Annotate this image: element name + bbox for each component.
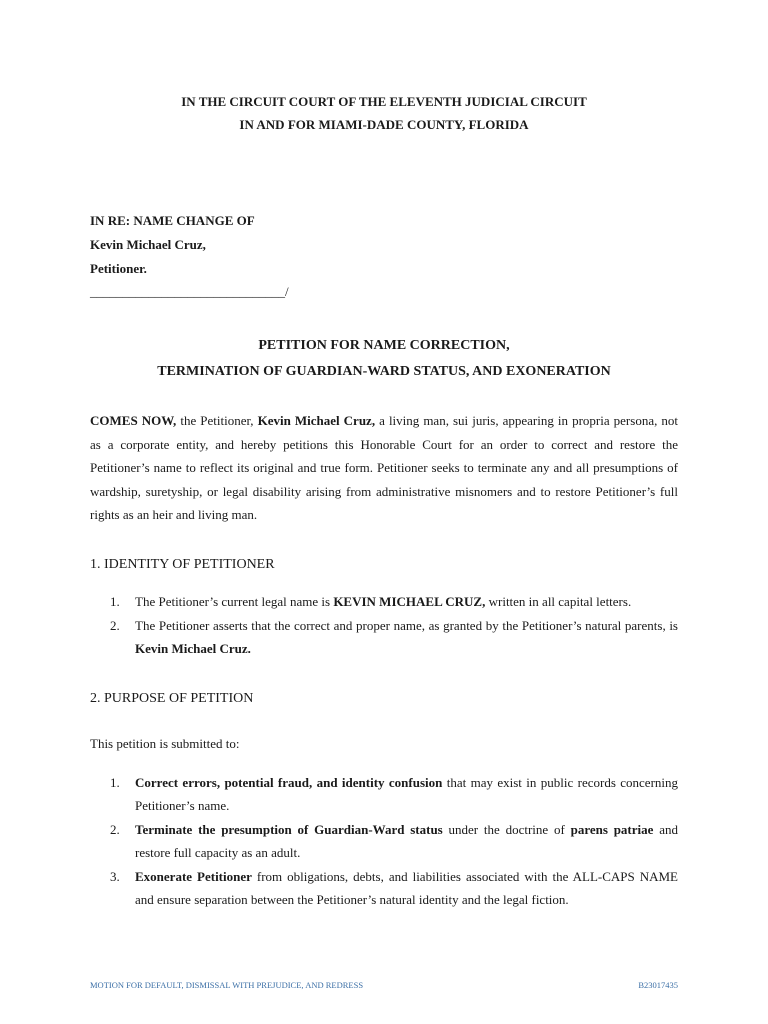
- intro-text-2: a living man, sui juris, appearing in propria persona, not as a corporate entity, and hereby petitions this Honorable Court for an order to correct and restore the Petitioner’s name to reflect its original and true form. Petitioner seeks to terminate any and all presumptions of wardship, suretyship, or legal disability arising from administrative misnomers and to restore Petitioner’s full rights as an heir and living man.: [90, 413, 678, 522]
- item-bold: KEVIN MICHAEL CRUZ,: [333, 594, 486, 609]
- item-text: The Petitioner asserts that the correct and proper name, as granted by the Petitioner’s natural parents, is: [135, 618, 678, 633]
- list-number: 2.: [110, 618, 120, 633]
- item-bold: parens patriae: [570, 822, 654, 837]
- intro-text-1: the Petitioner,: [176, 413, 258, 428]
- purpose-list: [90, 771, 678, 911]
- petition-title-line2: TERMINATION OF GUARDIAN-WARD STATUS, AND EXONERATION: [157, 364, 611, 379]
- section-2-heading: 2. PURPOSE OF PETITION: [90, 691, 254, 706]
- intro-lead: COMES NOW,: [90, 413, 177, 428]
- list-number: 3.: [110, 869, 120, 884]
- list-item: [90, 771, 678, 817]
- identity-list: [90, 590, 678, 660]
- item-text: written in all capital letters.: [485, 594, 632, 609]
- list-number: 2.: [110, 822, 120, 837]
- footer-document-number: B23017435: [638, 980, 678, 990]
- court-caption-line2: IN AND FOR MIAMI-DADE COUNTY, FLORIDA: [239, 117, 529, 132]
- petition-title-line1: PETITION FOR NAME CORRECTION,: [258, 338, 510, 353]
- intro-name: Kevin Michael Cruz,: [257, 413, 376, 428]
- item-text: that may exist in public records concerning Petitioner’s name.: [135, 775, 679, 813]
- list-item: [90, 865, 678, 911]
- intro-paragraph: [90, 409, 678, 527]
- court-caption-line1: IN THE CIRCUIT COURT OF THE ELEVENTH JUDICIAL CIRCUIT: [181, 94, 587, 109]
- item-bold: Correct errors, potential fraud, and identity confusion: [135, 775, 443, 790]
- list-item: [90, 590, 678, 613]
- item-text: from obligations, debts, and liabilities associated with the ALL-CAPS NAME and ensure separation between the Petitioner’s natural identity and the legal fiction.: [135, 869, 678, 907]
- submitted-intro: This petition is submitted to:: [90, 736, 240, 751]
- item-text: The Petitioner’s current legal name is: [135, 594, 334, 609]
- item-text: under the doctrine of: [442, 822, 571, 837]
- list-number: 1.: [110, 594, 120, 609]
- section-1-heading: 1. IDENTITY OF PETITIONER: [90, 557, 275, 572]
- petitioner-name: Kevin Michael Cruz,: [90, 237, 206, 252]
- item-bold: Terminate the presumption of Guardian-Ward status: [135, 822, 443, 837]
- petitioner-label: Petitioner.: [90, 261, 147, 276]
- footer-title: MOTION FOR DEFAULT, DISMISSAL WITH PREJUDICE, AND REDRESS: [90, 980, 364, 990]
- item-text: and restore full capacity as an adult.: [135, 822, 678, 860]
- list-item: [90, 818, 678, 864]
- list-number: 1.: [110, 775, 120, 790]
- signature-line: ______________________________/: [90, 284, 289, 299]
- list-item: [90, 614, 678, 660]
- item-bold: Exonerate Petitioner: [135, 869, 252, 884]
- item-bold: Kevin Michael Cruz.: [135, 641, 251, 656]
- in-re-heading: IN RE: NAME CHANGE OF: [90, 213, 255, 228]
